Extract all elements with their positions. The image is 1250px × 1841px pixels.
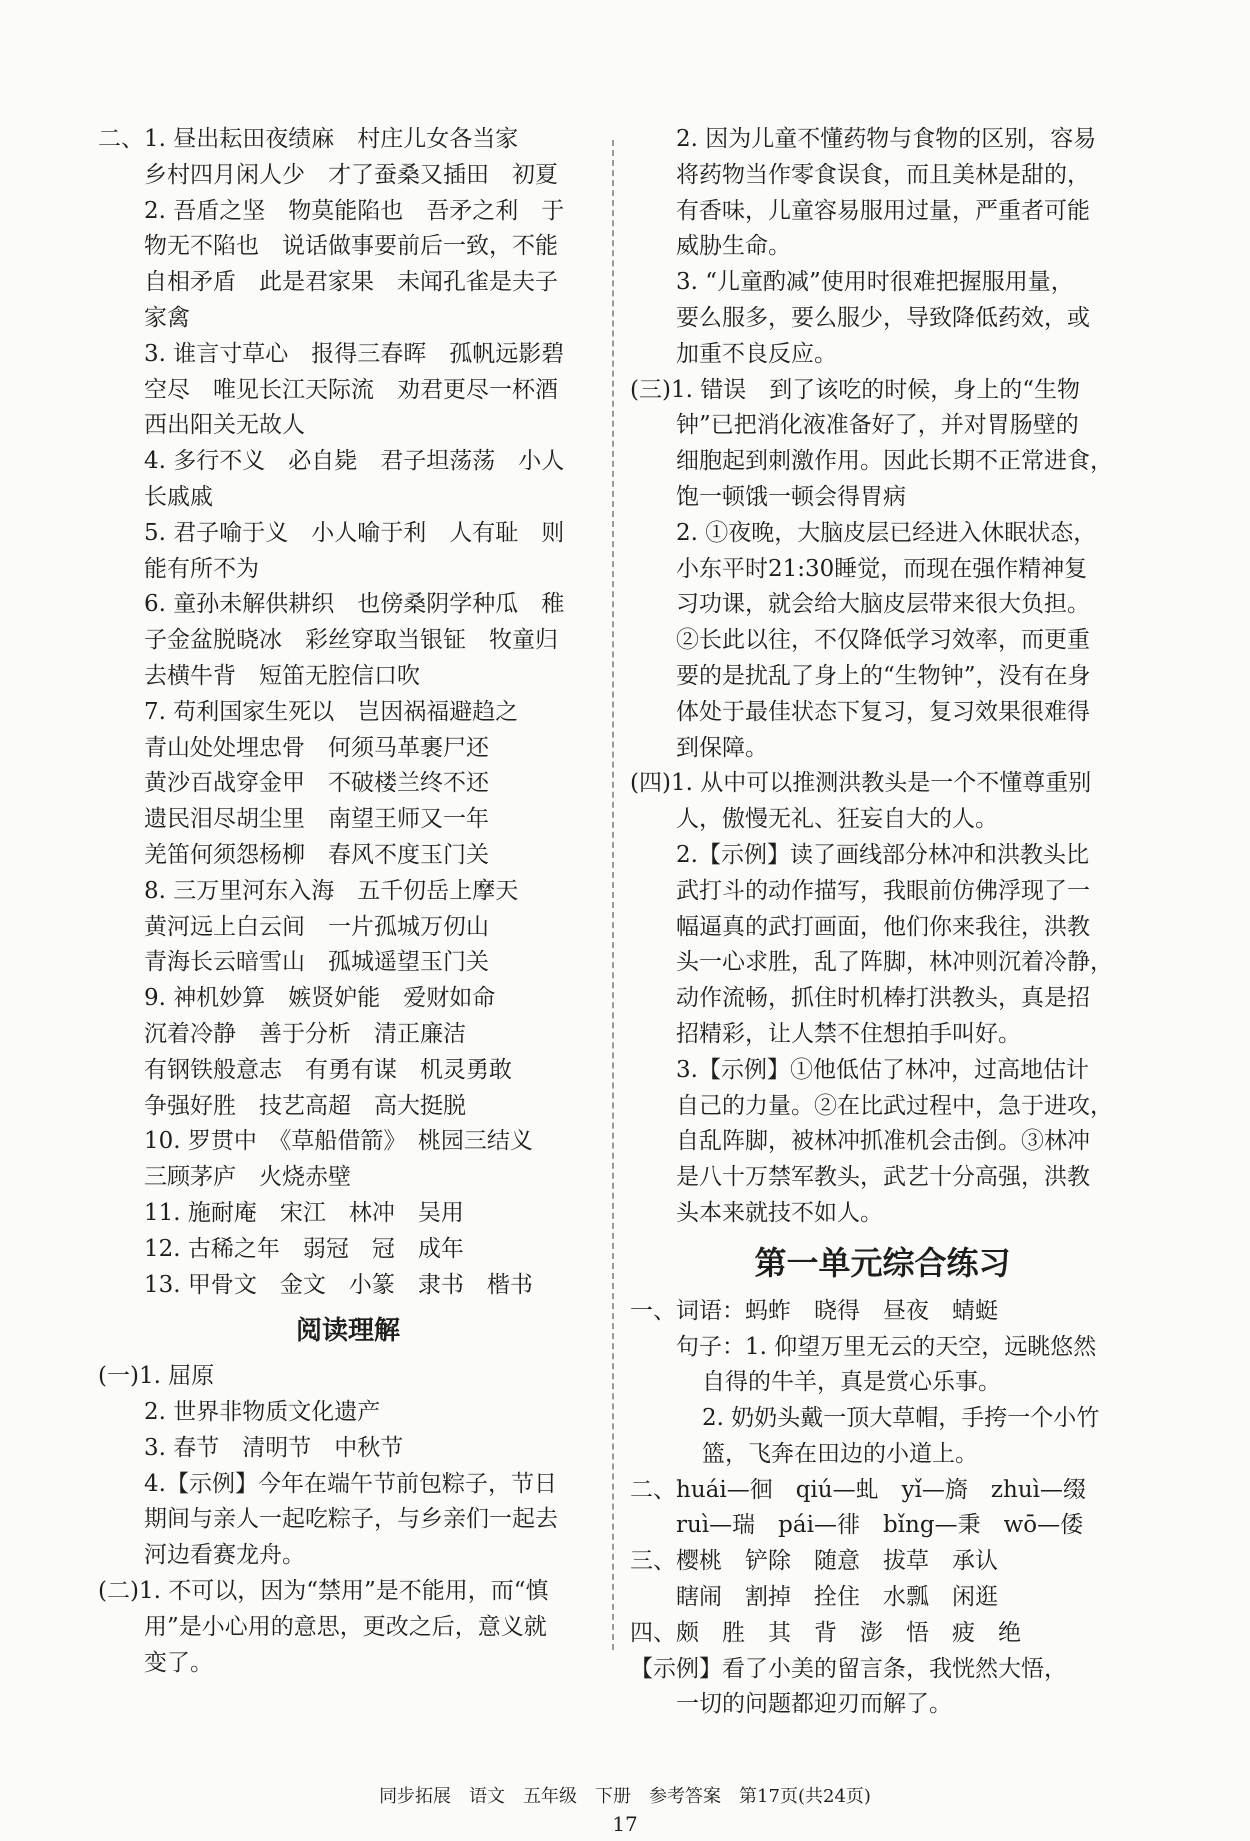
answer-line: 11. 施耐庵 宋江 林冲 吴用 bbox=[144, 1199, 464, 1226]
answer-line: 乡村四月闲人少 才了蚕桑又插田 初夏 bbox=[144, 161, 558, 188]
answer-line: 3.【示例】①他低估了林冲，过高地估计 bbox=[676, 1056, 1089, 1083]
answer-line: 二、1. 昼出耘田夜绩麻 村庄儿女各当家 bbox=[98, 126, 519, 152]
answer-line: 有香味，儿童容易服用过量，严重者可能 bbox=[676, 197, 1090, 224]
answer-line: 空尽 唯见长江天际流 劝君更尽一杯酒 bbox=[144, 376, 558, 403]
answer-line: 自相矛盾 此是君家果 未闻孔雀是夫子 bbox=[144, 269, 558, 296]
answer-line: ②长此以往，不仅降低学习效率，而更重 bbox=[676, 627, 1090, 654]
answer-line: 7. 苟利国家生死以 岂因祸福避趋之 bbox=[144, 698, 519, 725]
answer-line: 幅逼真的武打画面，他们你来我往，洪教 bbox=[676, 913, 1090, 940]
answer-line: 小东平时21:30睡觉，而现在强作精神复 bbox=[676, 555, 1088, 582]
answer-line: 西出阳关无故人 bbox=[144, 412, 305, 439]
answer-line: 一、词语：蚂蚱 晓得 昼夜 蜻蜓 bbox=[630, 1297, 998, 1324]
answer-line: 三顾茅庐 火烧赤壁 bbox=[144, 1164, 351, 1191]
answer-line: 四、颇 胜 其 背 澎 悟 疲 绝 bbox=[630, 1619, 1021, 1646]
column-divider bbox=[612, 140, 614, 1650]
left-column bbox=[98, 122, 598, 1681]
answer-line: 加重不良反应。 bbox=[676, 340, 837, 367]
answer-line: 3. “儿童酌减”使用时很难把握服用量， bbox=[676, 269, 1074, 296]
answer-line: 2. ①夜晚，大脑皮层已经进入休眠状态， bbox=[676, 519, 1097, 546]
answer-line: 三、樱桃 铲除 随意 拔草 承认 bbox=[630, 1548, 998, 1575]
answer-line: 13. 甲骨文 金文 小篆 隶书 楷书 bbox=[144, 1271, 533, 1298]
answer-line: 人，傲慢无礼、狂妄自大的人。 bbox=[676, 806, 998, 833]
answer-line: 要的是扰乱了身上的“生物钟”，没有在身 bbox=[676, 662, 1091, 689]
answer-line: 3. 春节 清明节 中秋节 bbox=[144, 1434, 404, 1461]
answer-line: 细胞起到刺激作用。因此长期不正常进食， bbox=[676, 448, 1113, 475]
answer-line: 瞎闹 割掉 拴住 水瓢 闲逛 bbox=[676, 1584, 998, 1611]
answer-line: (四)1. 从中可以推测洪教头是一个不懂尊重别 bbox=[630, 770, 1092, 797]
answer-line: 沉着冷静 善于分析 清正廉洁 bbox=[144, 1020, 466, 1047]
answer-line: ruì—瑞 pái—徘 bǐng—秉 wō—倭 bbox=[676, 1512, 1084, 1539]
answer-line: 河边看赛龙舟。 bbox=[144, 1542, 305, 1569]
answer-line: 6. 童孙未解供耕织 也傍桑阴学种瓜 稚 bbox=[144, 591, 565, 618]
answer-line: (二)1. 不可以，因为“禁用”是不能用，而“慎 bbox=[98, 1578, 549, 1605]
answer-line: 句子：1. 仰望万里无云的天空，远眺悠然 bbox=[676, 1333, 1097, 1360]
answer-line: 自己的力量。②在比武过程中，急于进攻， bbox=[676, 1092, 1113, 1119]
answer-line: 变了。 bbox=[144, 1649, 213, 1676]
page-number: 17 bbox=[612, 1812, 638, 1836]
answer-line: 黄沙百战穿金甲 不破楼兰终不还 bbox=[144, 770, 489, 797]
answer-line: 头一心求胜，乱了阵脚，林冲则沉着冷静， bbox=[676, 949, 1113, 976]
answer-line: 钟”已把消化液准备好了，并对胃肠壁的 bbox=[676, 412, 1079, 439]
answer-line: 习功课，就会给大脑皮层带来很大负担。 bbox=[676, 591, 1090, 618]
answer-line: 3. 谁言寸草心 报得三春晖 孤帆远影碧 bbox=[144, 340, 565, 367]
answer-line: 10. 罗贯中 《草船借箭》 桃园三结义 bbox=[144, 1128, 533, 1155]
answer-line: 动作流畅，抓住时机棒打洪教头，真是招 bbox=[676, 985, 1090, 1012]
right-column bbox=[630, 122, 1135, 1723]
answer-line: 家禽 bbox=[144, 304, 190, 331]
answer-line: 遗民泪尽胡尘里 南望王师又一年 bbox=[144, 806, 489, 833]
section-heading: 阅读理解 bbox=[295, 1316, 400, 1347]
answer-line: 头本来就技不如人。 bbox=[676, 1199, 883, 1226]
answer-line: 争强好胜 技艺高超 高大挺脱 bbox=[144, 1092, 466, 1119]
answer-line: 二、huái—徊 qiú—虬 yǐ—旖 zhuì—缀 bbox=[630, 1476, 1087, 1503]
answer-line: 9. 神机妙算 嫉贤妒能 爱财如命 bbox=[144, 985, 496, 1012]
answer-line: 黄河远上白云间 一片孤城万仞山 bbox=[144, 913, 489, 940]
answer-line: 2. 因为儿童不懂药物与食物的区别，容易 bbox=[676, 126, 1097, 152]
answer-line: 体处于最佳状态下复习，复习效果很难得 bbox=[676, 698, 1090, 725]
answer-line: 去横牛背 短笛无腔信口吹 bbox=[144, 662, 420, 689]
answer-line: 篮，飞奔在田边的小道上。 bbox=[702, 1440, 978, 1467]
answer-line: 威胁生命。 bbox=[676, 233, 791, 260]
answer-line: (三)1. 错误 到了该吃的时候，身上的“生物 bbox=[630, 376, 1080, 403]
answer-line: 5. 君子喻于义 小人喻于利 人有耻 则 bbox=[144, 519, 565, 546]
page-footer: 同步拓展 语文 五年级 下册 参考答案 第17页(共24页) bbox=[379, 1786, 871, 1807]
answer-line: 饱一顿饿一顿会得胃病 bbox=[676, 483, 906, 510]
answer-line: 物无不陷也 说话做事要前后一致，不能 bbox=[144, 233, 558, 260]
answer-line: 4. 多行不义 必自毙 君子坦荡荡 小人 bbox=[144, 448, 565, 475]
answer-line: 用”是小心用的意思，更改之后，意义就 bbox=[144, 1613, 547, 1640]
answer-line: 自乱阵脚，被林冲抓准机会击倒。③林冲 bbox=[676, 1128, 1090, 1155]
answer-line: 要么服多，要么服少，导致降低药效，或 bbox=[676, 304, 1090, 331]
answer-line: (一)1. 屈原 bbox=[98, 1363, 215, 1390]
answer-line: 有钢铁般意志 有勇有谋 机灵勇敢 bbox=[144, 1056, 512, 1083]
answer-line: 4.【示例】今年在端午节前包粽子，节日 bbox=[144, 1470, 557, 1497]
answer-line: 长戚戚 bbox=[144, 483, 213, 510]
answer-line: 2. 奶奶头戴一顶大草帽，手挎一个小竹 bbox=[702, 1405, 1100, 1432]
answer-line: 2. 吾盾之坚 物莫能陷也 吾矛之利 于 bbox=[144, 197, 565, 224]
answer-line: 8. 三万里河东入海 五千仞岳上摩天 bbox=[144, 877, 519, 904]
answer-line: 12. 古稀之年 弱冠 冠 成年 bbox=[144, 1235, 464, 1262]
answer-line: 招精彩，让人禁不住想拍手叫好。 bbox=[676, 1020, 1021, 1047]
answer-line: 期间与亲人一起吃粽子，与乡亲们一起去 bbox=[144, 1506, 558, 1533]
answer-line: 【示例】看了小美的留言条，我恍然大悟， bbox=[630, 1655, 1067, 1682]
answer-line: 一切的问题都迎刃而解了。 bbox=[676, 1691, 952, 1718]
answer-line: 青海长云暗雪山 孤城遥望玉门关 bbox=[144, 949, 489, 976]
answer-line: 是八十万禁军教头，武艺十分高强，洪教 bbox=[676, 1164, 1090, 1191]
section-heading: 第一单元综合练习 bbox=[754, 1243, 1011, 1282]
answer-line: 能有所不为 bbox=[144, 555, 259, 582]
answer-line: 2. 世界非物质文化遗产 bbox=[144, 1399, 381, 1426]
answer-line: 将药物当作零食误食，而且美林是甜的， bbox=[676, 161, 1090, 188]
answer-line: 2.【示例】读了画线部分林冲和洪教头比 bbox=[676, 841, 1089, 868]
answer-line: 子金盆脱晓冰 彩丝穿取当银钲 牧童归 bbox=[144, 627, 558, 654]
answer-line: 羌笛何须怨杨柳 春风不度玉门关 bbox=[144, 841, 489, 868]
answer-line: 到保障。 bbox=[676, 734, 768, 761]
answer-line: 青山处处埋忠骨 何须马革裹尸还 bbox=[144, 734, 489, 761]
answer-line: 武打斗的动作描写，我眼前仿佛浮现了一 bbox=[676, 877, 1090, 904]
answer-line: 自得的牛羊，真是赏心乐事。 bbox=[702, 1369, 1001, 1396]
